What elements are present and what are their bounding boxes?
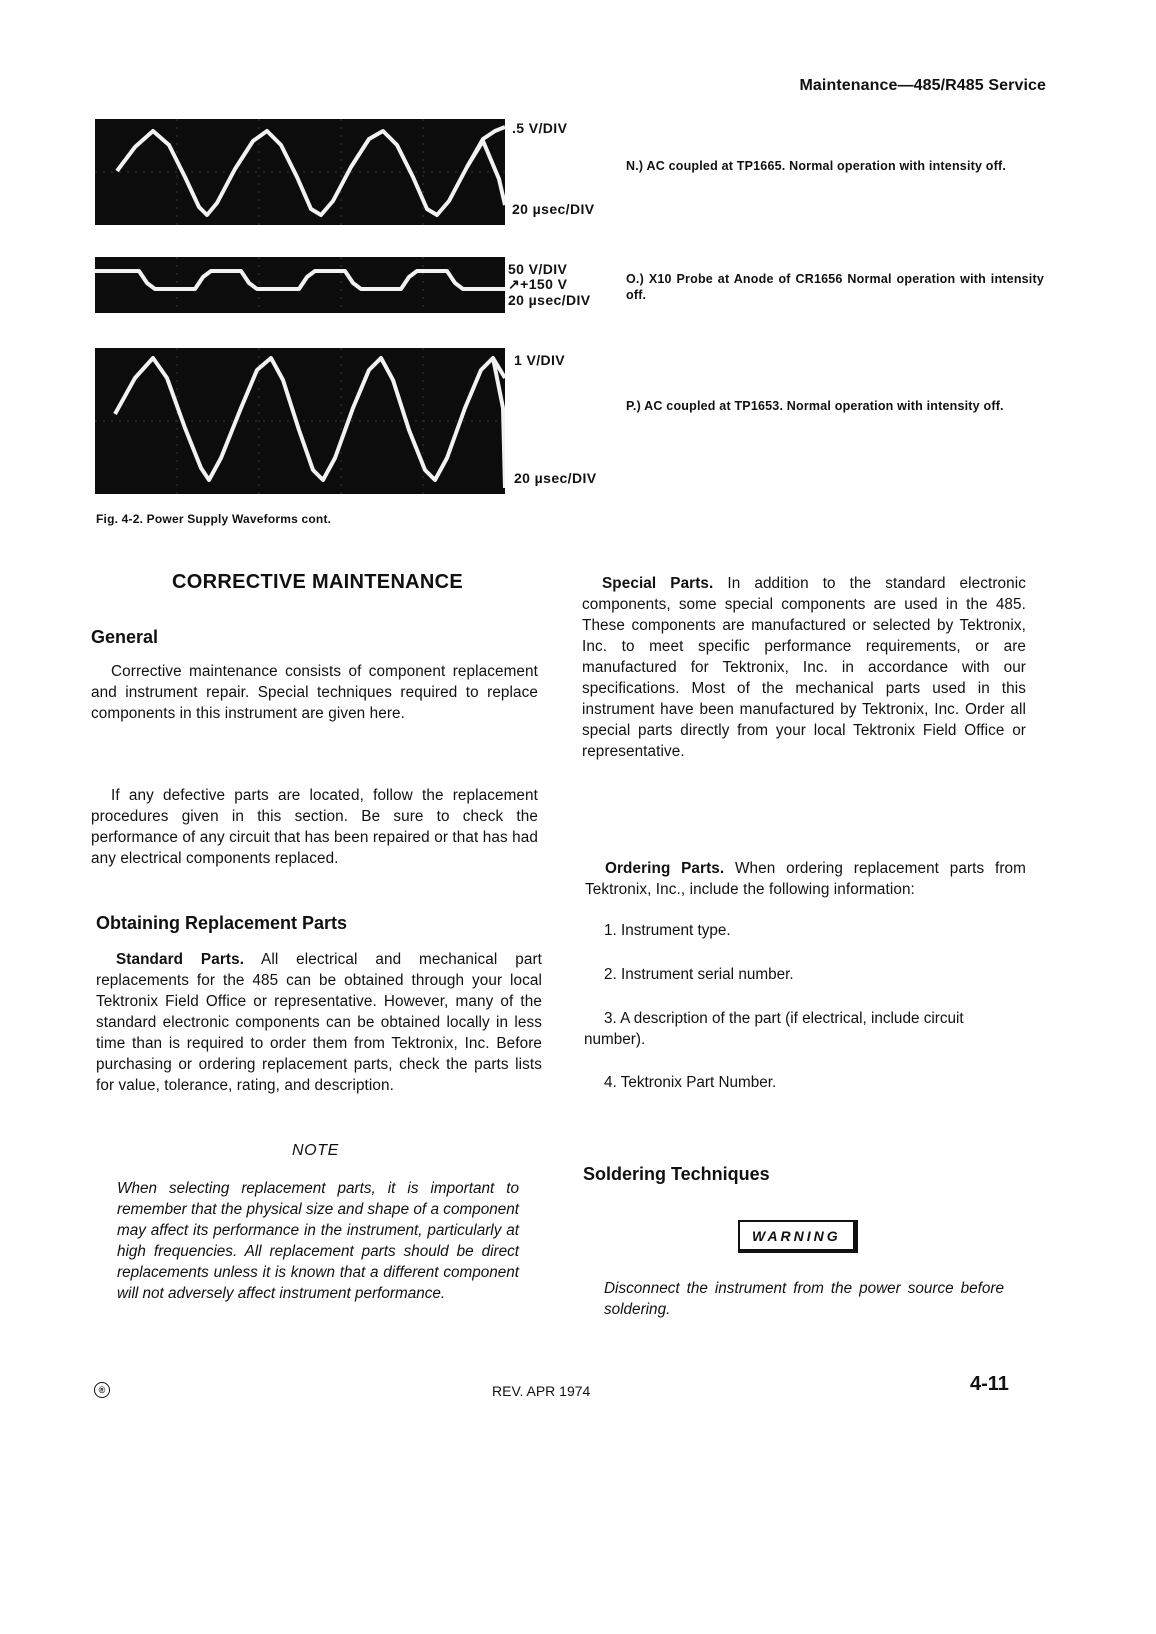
special-parts-lead: Special Parts. bbox=[602, 575, 714, 592]
running-header: Maintenance—485/R485 Service bbox=[799, 77, 1046, 94]
warning-label: WARNING bbox=[738, 1220, 858, 1253]
general-paragraph-1-text: Corrective maintenance consists of component replacement and instrument repair. Special techniques required to replace components in this instrument are given here. bbox=[91, 663, 538, 722]
note-title: NOTE bbox=[292, 1142, 339, 1159]
general-paragraph-2-text: If any defective parts are located, follow the replacement procedures given in this section. Be sure to check the performance of any circuit that has been repaired or that has had any electrical components replaced. bbox=[91, 787, 538, 867]
standard-parts-lead: Standard Parts. bbox=[116, 951, 245, 968]
waveform-n-screen bbox=[95, 119, 505, 225]
special-parts-text: In addition to the standard electronic components, some special components are used in the 485. These components are manufactured or selected by Tektronix, Inc. to meet specific performance requirements, or are manufactured for Tektronix, Inc. in accordance with our specifications. Most of the mechanical parts used in this instrument have been manufactured by Tektronix, Inc. Order all special parts directly from your local Tektronix Field Office or representative. bbox=[582, 575, 1027, 760]
special-parts-paragraph bbox=[582, 573, 1026, 762]
waveform-o-description: O.) X10 Probe at Anode of CR1656 Normal operation with intensity off. bbox=[626, 272, 1044, 302]
ordering-list-item-4: 4. Tektronix Part Number. bbox=[604, 1074, 777, 1091]
waveform-p-screen bbox=[95, 348, 505, 494]
waveform-n-time-scale: 20 µsec/DIV bbox=[512, 201, 595, 217]
waveform-o-reference-text: +150 V bbox=[520, 276, 568, 292]
page-number: 4-11 bbox=[970, 1373, 1009, 1395]
ordering-list-item-3: 3. A description of the part (if electrical, include circuit number). bbox=[584, 1010, 964, 1048]
waveform-o-screen bbox=[95, 257, 505, 313]
soldering-heading: Soldering Techniques bbox=[583, 1164, 770, 1184]
waveform-n-volts-scale: .5 V/DIV bbox=[512, 120, 568, 136]
standard-parts-paragraph bbox=[96, 949, 542, 1096]
figure-caption: Fig. 4-2. Power Supply Waveforms cont. bbox=[96, 512, 332, 526]
waveform-o-reference-level bbox=[508, 276, 567, 292]
obtaining-parts-heading: Obtaining Replacement Parts bbox=[96, 913, 348, 933]
general-paragraph-2 bbox=[91, 785, 538, 869]
revision-date: REV. APR 1974 bbox=[492, 1383, 591, 1399]
note-text: When selecting replacement parts, it is important to remember that the physical size and shape of a component may affect its performance in the instrument, particularly at high frequencies. All replacement parts should be direct replacements unless it is known that a different component will not adversely affect instrument performance. bbox=[117, 1180, 519, 1302]
ordering-parts-text: When ordering replacement parts from Tektronix, Inc., include the following information: bbox=[585, 860, 1027, 898]
ordering-list-item-1: 1. Instrument type. bbox=[604, 922, 731, 939]
waveform-p-volts-scale: 1 V/DIV bbox=[514, 352, 566, 368]
general-paragraph-1 bbox=[91, 661, 538, 724]
ordering-parts-lead: Ordering Parts. bbox=[605, 860, 725, 877]
waveform-o-volts-scale: 50 V/DIV bbox=[508, 261, 568, 277]
waveform-p-trace bbox=[95, 348, 505, 494]
arrow-icon: ↗ bbox=[508, 276, 521, 292]
general-heading: General bbox=[91, 627, 159, 647]
standard-parts-text: All electrical and mechanical part replacements for the 485 can be obtained through your local Tektronix Field Office or representative. However, many of the standard electronic components can be obtained locally in less time than is required to order them from Tektronix, Inc. Before purchasing or ordering replacement parts, check the parts lists for value, tolerance, rating, and description. bbox=[96, 951, 542, 1094]
tektronix-logo: ® bbox=[94, 1382, 110, 1398]
ordering-parts-paragraph bbox=[585, 858, 1026, 900]
waveform-n-trace bbox=[95, 119, 505, 225]
waveform-o-trace bbox=[95, 257, 505, 313]
warning-text: Disconnect the instrument from the power source before soldering. bbox=[604, 1280, 1004, 1318]
waveform-p-time-scale: 20 µsec/DIV bbox=[514, 470, 597, 486]
waveform-n-description: N.) AC coupled at TP1665. Normal operation with intensity off. bbox=[626, 159, 1007, 173]
ordering-list-item-2: 2. Instrument serial number. bbox=[604, 966, 794, 983]
waveform-p-description: P.) AC coupled at TP1653. Normal operation with intensity off. bbox=[626, 399, 1004, 413]
waveform-o-time-scale: 20 µsec/DIV bbox=[508, 292, 591, 308]
section-title: CORRECTIVE MAINTENANCE bbox=[172, 571, 464, 593]
